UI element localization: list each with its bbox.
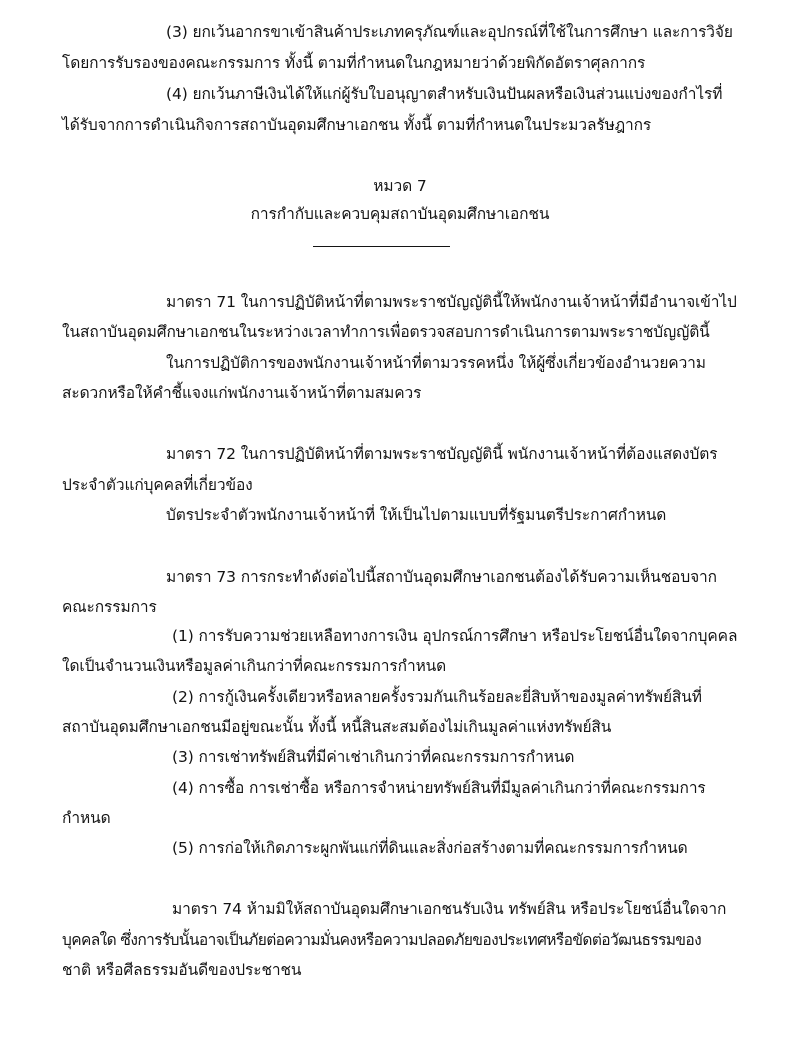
paragraph-line: บัตรประจำตัวพนักงานเจ้าหน้าที่ ให้เป็นไปตามแบบที่รัฐมนตรีประกาศกำหนด [166,506,667,524]
list-item-line: (1) การรับความช่วยเหลือทางการเงิน อุปกรณ์การศึกษา หรือประโยชน์อื่นใดจากบุคคล [172,627,738,645]
paragraph-line: ในสถาบันอุดมศึกษาเอกชนในระหว่างเวลาทำการเพื่อตรวจสอบการดำเนินการตามพระราชบัญญัตินี้ [62,323,710,341]
paragraph-line: ประจำตัวแก่บุคคลที่เกี่ยวข้อง [62,476,253,494]
paragraph-line: (4) ยกเว้นภาษีเงินได้ให้แก่ผู้รับใบอนุญาตสำหรับเงินปันผลหรือเงินส่วนแบ่งของกำไรที่ [166,85,723,103]
paragraph-line: มาตรา 73 การกระทำดังต่อไปนี้สถาบันอุดมศึกษาเอกชนต้องได้รับความเห็นชอบจาก [166,568,717,586]
list-item-line: กำหนด [62,809,111,827]
list-item-line: (3) การเช่าทรัพย์สินที่มีค่าเช่าเกินกว่าที่คณะกรรมการกำหนด [172,748,575,766]
paragraph-line: สะดวกหรือให้คำชี้แจงแก่พนักงานเจ้าหน้าที่ตามสมควร [62,384,422,402]
list-item-line: สถาบันอุดมศึกษาเอกชนมีอยู่ขณะนั้น ทั้งนี้ หนี้สินสะสมต้องไม่เกินมูลค่าแห่งทรัพย์สิน [62,718,612,736]
paragraph-line: ชาติ หรือศีลธรรมอันดีของประชาชน [62,961,302,979]
paragraph-line: ได้รับจากการดำเนินกิจการสถาบันอุดมศึกษาเอกชน ทั้งนี้ ตามที่กำหนดในประมวลรัษฎากร [62,116,652,134]
paragraph-line: ในการปฏิบัติการของพนักงานเจ้าหน้าที่ตามวรรคหนึ่ง ให้ผู้ซึ่งเกี่ยวข้องอำนวยความ [166,354,706,372]
list-item-line: (2) การกู้เงินครั้งเดียวหรือหลายครั้งรวมกันเกินร้อยละยี่สิบห้าของมูลค่าทรัพย์สินที่ [172,688,702,706]
list-item-line: (4) การซื้อ การเช่าซื้อ หรือการจำหน่ายทรัพย์สินที่มีมูลค่าเกินกว่าที่คณะกรรมการ [172,779,706,797]
paragraph-line: โดยการรับรองของคณะกรรมการ ทั้งนี้ ตามที่กำหนดในกฎหมายว่าด้วยพิกัดอัตราศุลกากร [62,54,646,72]
paragraph-line: บุคคลใด ซึ่งการรับนั้นอาจเป็นภัยต่อความมั่นคงหรือความปลอดภัยของประเทศหรือขัดต่อวัฒนธรรมของ [62,931,702,949]
paragraph-line: มาตรา 74 ห้ามมิให้สถาบันอุดมศึกษาเอกชนรับเงิน ทรัพย์สิน หรือประโยชน์อื่นใดจาก [172,900,727,918]
chapter-number: หมวด 7 [373,177,427,195]
list-item-line: (5) การก่อให้เกิดภาระผูกพันแก่ที่ดินและสิ่งก่อสร้างตามที่คณะกรรมการกำหนด [172,839,688,857]
chapter-divider [313,246,450,247]
list-item-line: ใดเป็นจำนวนเงินหรือมูลค่าเกินกว่าที่คณะกรรมการกำหนด [62,657,447,675]
chapter-title: การกำกับและควบคุมสถาบันอุดมศึกษาเอกชน [250,205,550,223]
paragraph-line: มาตรา 72 ในการปฏิบัติหน้าที่ตามพระราชบัญญัตินี้ พนักงานเจ้าหน้าที่ต้องแสดงบัตร [166,445,718,463]
paragraph-line: (3) ยกเว้นอากรขาเข้าสินค้าประเภทครุภัณฑ์และอุปกรณ์ที่ใช้ในการศึกษา และการวิจัย [166,23,733,41]
paragraph-line: คณะกรรมการ [62,598,157,616]
paragraph-line: มาตรา 71 ในการปฏิบัติหน้าที่ตามพระราชบัญญัตินี้ให้พนักงานเจ้าหน้าที่มีอำนาจเข้าไป [166,293,737,311]
